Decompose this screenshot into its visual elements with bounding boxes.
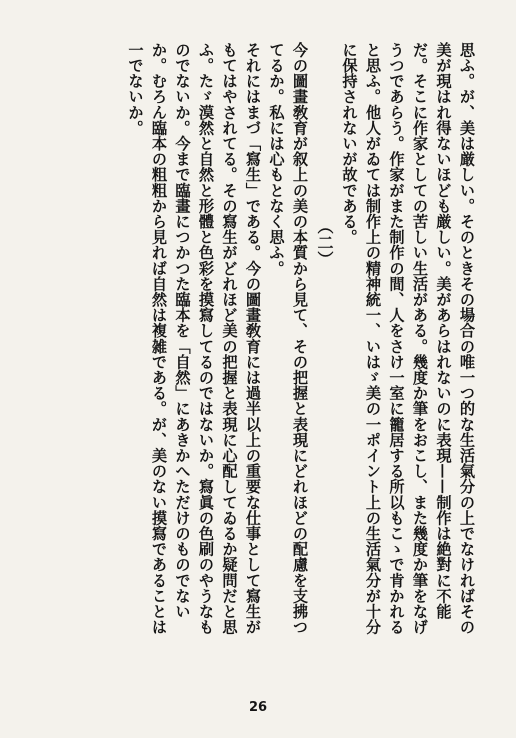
paragraph: それにはまづ「寫生」である。今の圖畫敎育には過半以上の重要な仕事として寫生がもてはやされてる。その寫生がどれほど美の把握と表現に心配してゐるか疑問だと思ふ。たゞ漠然と自然と形體と色彩を摸寫してるのではないか。寫眞の色刷のやうなものでないか。今まで臨畫につかつた臨本を「自然」にあきかへただけのものでないか。むろん臨本の粗粗から見れば自然は複雑である。が、美のない摸寫であることは一でないか。 xyxy=(126,42,262,635)
paragraph: 思ふ。が、美は厳しい。そのときその場合の唯一つ的な生活氣分の上でなければその美が現はれ得ないほども厳しい。美があらはれないのに表現——制作は絶對に不能だ。そこに作家としての苦しい生活がある。幾度か筆をおこし、また幾度か筆をなげうつであらう。作家がまた制作の間、人をさけ一室に籠居する所以もこゝで肯かれると思ふ。他人がゐては制作上の精神統一、いはゞ美の一ポイント上の生活氣分が十分に保持されないが故である。 xyxy=(340,42,476,635)
paragraph: 今の圖畫敎育が叙上の美の本質から見て、その把握と表現にどれほどの配慮を支拂つてるか。私には心もとなく思ふ。 xyxy=(267,42,309,635)
vertical-text-block xyxy=(30,42,478,642)
page-number: 26 xyxy=(248,700,268,715)
section-heading: （二） xyxy=(315,218,334,268)
